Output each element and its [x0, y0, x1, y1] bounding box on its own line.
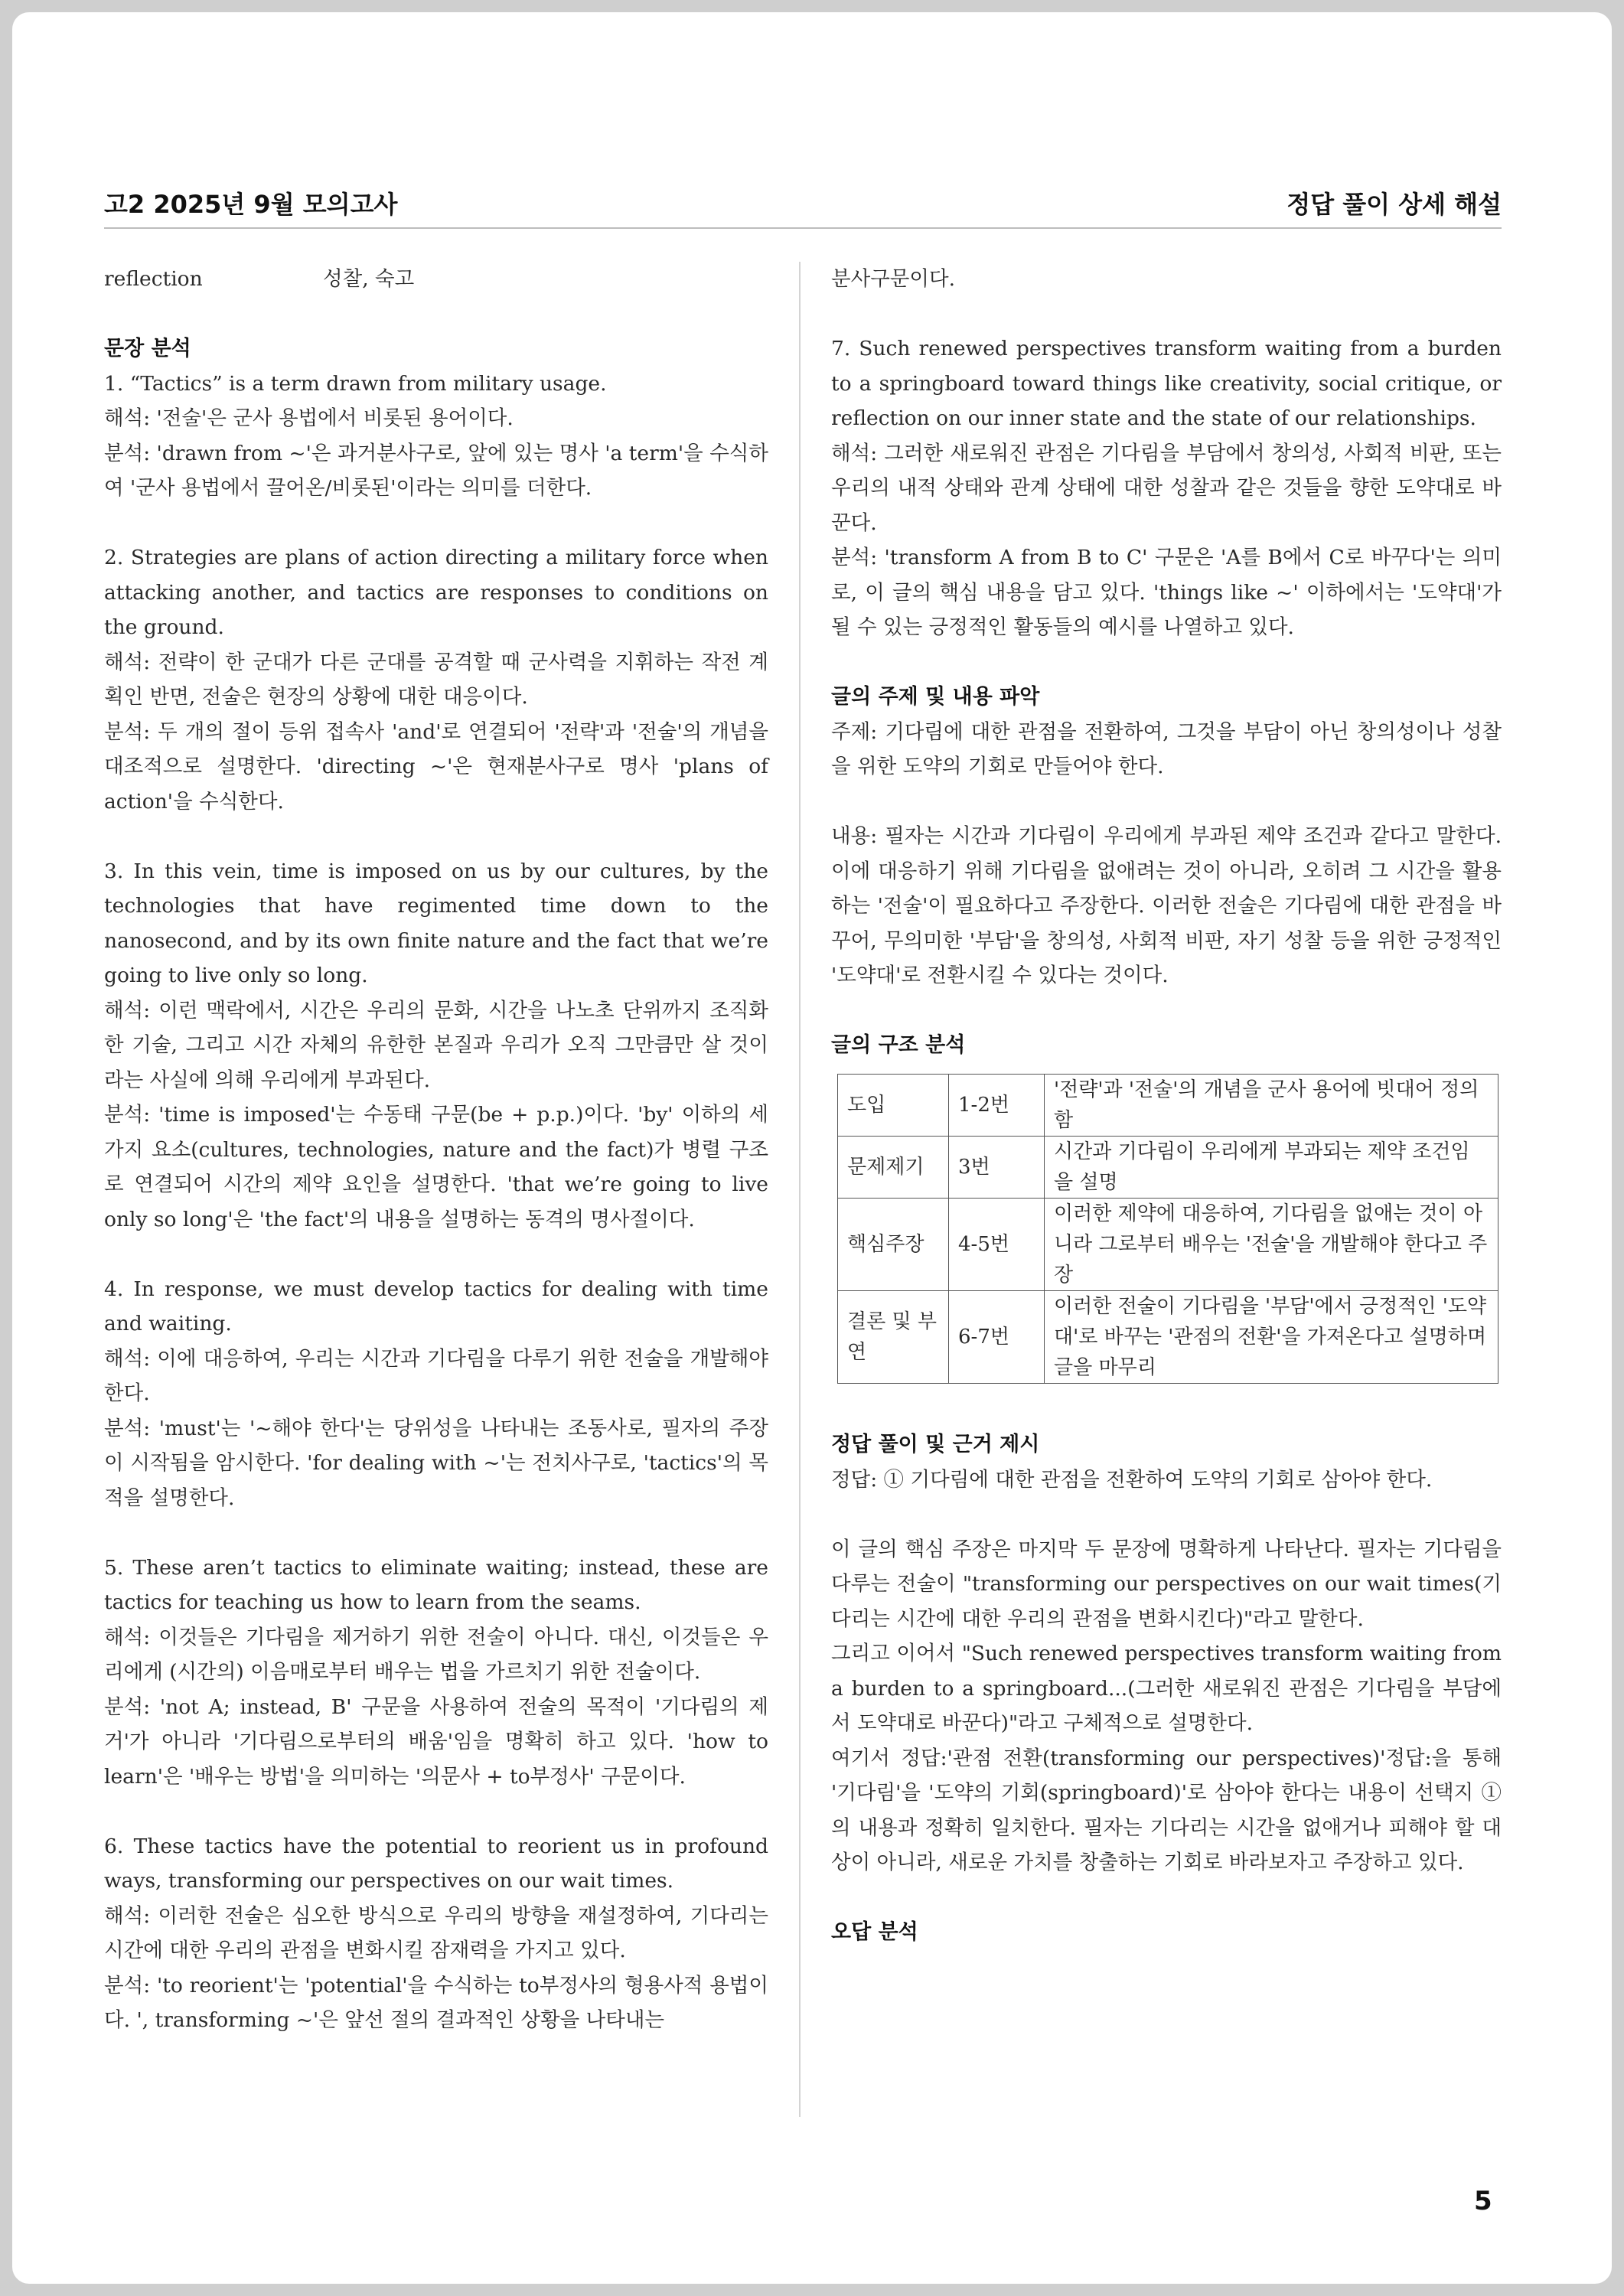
structure-range: 6-7번: [949, 1290, 1045, 1383]
sentence-translation: 해석: 이에 대응하여, 우리는 시간과 기다림을 다루기 위한 전술을 개발해야 한다.: [104, 1346, 768, 1405]
answer-paragraph: 이 글의 핵심 주장은 마지막 두 문장에 명확하게 나타난다. 필자는 기다림을 다루는 전술이 "transforming our perspectives on our wait times(기다리는 시간에 대한 우리의 관점을 변화시킨다)"라고 말한다.: [831, 1537, 1502, 1631]
structure-desc: 이러한 제약에 대응하여, 기다림을 없애는 것이 아니라 그로부터 배우는 '전술'을 개발해야 한다고 주장: [1045, 1198, 1498, 1290]
answer-heading: 정답 풀이 및 근거 제시: [831, 1433, 1040, 1456]
sentence-translation: 해석: 이것들은 기다림을 제거하기 위한 전술이 아니다. 대신, 이것들은 우리에게 (시간의) 이음매로부터 배우는 법을 가르치기 위한 전술이다.: [104, 1625, 768, 1684]
vocab-meaning: 성찰, 숙고: [323, 267, 415, 291]
vocab-word: reflection: [104, 267, 203, 291]
sentence-analysis-heading: 문장 분석: [104, 337, 191, 360]
structure-range: 3번: [949, 1136, 1045, 1198]
sentence-analysis: 분석: 두 개의 절이 등위 접속사 'and'로 연결되어 '전략'과 '전술'의 개념을 대조적으로 설명한다. 'directing ~'은 현재분사구로 명사 'plans of action'을 수식한다.: [104, 719, 768, 814]
left-column: [104, 262, 768, 2038]
exam-title: 고2 2025년 9월 모의고사: [104, 190, 398, 219]
table-row: [838, 1198, 1498, 1290]
sentence-en: 1. “Tactics” is a term drawn from military usage.: [104, 371, 607, 396]
answer-text: 정답: ① 기다림에 대한 관점을 전환하여 도약의 기회로 삼아야 한다.: [831, 1467, 1433, 1492]
structure-range: 1-2번: [949, 1074, 1045, 1136]
sentence-translation: 해석: 이런 맥락에서, 시간은 우리의 문화, 시간을 나노초 단위까지 조직화한 기술, 그리고 시간 자체의 유한한 본질과 우리가 오직 그만큼만 살 것이라는 사실에 의해 우리에게 부과된다.: [104, 998, 768, 1092]
sentence-analysis: 분석: 'drawn from ~'은 과거분사구로, 앞에 있는 명사 'a term'을 수식하여 '군사 용법에서 끌어온/비롯된'이라는 의미를 더한다.: [104, 441, 768, 500]
sentence-en: 4. In response, we must develop tactics for dealing with time and waiting.: [104, 1277, 768, 1336]
theme-text: 주제: 기다림에 대한 관점을 전환하여, 그것을 부담이 아닌 창의성이나 성찰을 위한 도약의 기회로 만들어야 한다.: [831, 719, 1502, 778]
sentence-analysis: 분석: 'time is imposed'는 수동태 구문(be + p.p.)이다. 'by' 이하의 세 가지 요소(cultures, technologies, nature and the fact)가 병렬 구조로 연결되어 시간의 제약 요인을 설명한다. 'that we’re going to live only so long'은 'the fact'의 내용을 설명하는 동격의 명사절이다.: [104, 1103, 768, 1231]
answer-paragraph: 그리고 이어서 "Such renewed perspectives transform waiting from a burden to a springboard...(그러한 새로워진 관점은 기다림을 부담에서 도약대로 바꾼다)"라고 구체적으로 설명한다.: [831, 1642, 1502, 1735]
structure-desc: 시간과 기다림이 우리에게 부과되는 제약 조건임을 설명: [1045, 1136, 1498, 1198]
sentence-translation: 해석: 전략이 한 군대가 다른 군대를 공격할 때 군사력을 지휘하는 작전 계획인 반면, 전술은 현장의 상황에 대한 대응이다.: [104, 650, 768, 709]
structure-part: 핵심주장: [838, 1198, 949, 1290]
sentence-translation: 해석: 그러한 새로워진 관점은 기다림을 부담에서 창의성, 사회적 비판, 또는 우리의 내적 상태와 관계 상태에 대한 성찰과 같은 것들을 향한 도약대로 바꾼다.: [831, 441, 1502, 535]
vocab-entry: [104, 262, 768, 297]
sentence-analysis: 분석: 'must'는 '~해야 한다'는 당위성을 나타내는 조동사로, 필자의 주장이 시작됨을 암시한다. 'for dealing with ~'는 전치사구로, 'tactics'의 목적을 설명한다.: [104, 1416, 768, 1510]
column-divider: [799, 262, 801, 2117]
page-header: [104, 188, 1502, 229]
sentence-analysis: 분석: 'not A; instead, B' 구문을 사용하여 전술의 목적이 '기다림의 제거'가 아니라 '기다림으로부터의 배움'임을 명확히 하고 있다. 'how to learn'은 '배우는 방법'을 의미하는 '의문사 + to부정사' 구문이다.: [104, 1694, 768, 1789]
page-number: 5: [1474, 2186, 1492, 2216]
sentence-analysis: 분석: 'to reorient'는 'potential'을 수식하는 to부정사의 형용사적 용법이다. ', transforming ~'은 앞선 절의 결과적인 상황을 나타내는: [104, 1973, 768, 2032]
sentence-en: 6. These tactics have the potential to reorient us in profound ways, transforming our perspectives on our wait times.: [104, 1834, 768, 1893]
sentence-en: 5. These aren’t tactics to eliminate waiting; instead, these are tactics for teaching us how to learn from the seams.: [104, 1555, 768, 1614]
content-text: 내용: 필자는 시간과 기다림이 우리에게 부과된 제약 조건과 같다고 말한다. 이에 대응하기 위해 기다림을 없애려는 것이 아니라, 오히려 그 시간을 활용하는 '전술'이 필요하다고 주장한다. 이러한 전술은 기다림에 대한 관점을 바꾸어, 무의미한 '부담'을 창의성, 사회적 비판, 자기 성찰 등을 위한 긍정적인 '도약대'로 전환시킬 수 있다는 것이다.: [831, 824, 1502, 987]
structure-part: 도입: [838, 1074, 949, 1136]
structure-part: 문제제기: [838, 1136, 949, 1198]
table-row: [838, 1136, 1498, 1198]
answer-paragraph: 여기서 정답:'관점 전환(transforming our perspectives)'정답:을 통해 '기다림'을 '도약의 기회(springboard)'로 삼아야 한다는 내용이 선택지 ①의 내용과 정확히 일치한다. 필자는 기다리는 시간을 없애거나 피해야 할 대상이 아니라, 새로운 가치를 창출하는 기회로 바라보자고 주장하고 있다.: [831, 1746, 1502, 1874]
sentence-en: 7. Such renewed perspectives transform waiting from a burden to a springboard toward things like creativity, social critique, or reflection on our inner state and the state of our relationships.: [831, 337, 1502, 430]
wrong-answer-heading: 오답 분석: [831, 1920, 918, 1944]
sentence-translation: 해석: '전술'은 군사 용법에서 비롯된 용어이다.: [104, 406, 514, 430]
sentence-analysis: 분석: 'transform A from B to C' 구문은 'A를 B에서 C로 바꾸다'는 의미로, 이 글의 핵심 내용을 담고 있다. 'things like ~' 이하에서는 '도약대'가 될 수 있는 긍정적인 활동들의 예시를 나열하고 있다.: [831, 546, 1502, 639]
sentence-en: 2. Strategies are plans of action directing a military force when attacking another, and tactics are responses to conditions on the ground.: [104, 546, 768, 639]
continuation-text: 분사구문이다.: [831, 267, 956, 291]
structure-desc: '전략'과 '전술'의 개념을 군사 용어에 빗대어 정의함: [1045, 1074, 1498, 1136]
structure-heading: 글의 구조 분석: [831, 1033, 966, 1057]
structure-part: 결론 및 부연: [838, 1290, 949, 1383]
table-row: [838, 1074, 1498, 1136]
structure-table: [837, 1074, 1498, 1384]
structure-range: 4-5번: [949, 1198, 1045, 1290]
table-row: [838, 1290, 1498, 1383]
structure-desc: 이러한 전술이 기다림을 '부담'에서 긍정적인 '도약대'로 바꾸는 '관점의 전환'을 가져온다고 설명하며 글을 마무리: [1045, 1290, 1498, 1383]
sentence-translation: 해석: 이러한 전술은 심오한 방식으로 우리의 방향을 재설정하여, 기다리는 시간에 대한 우리의 관점을 변화시킬 잠재력을 가지고 있다.: [104, 1903, 768, 1962]
right-column: [831, 262, 1502, 1950]
sentence-en: 3. In this vein, time is imposed on us by our cultures, by the technologies that have regimented time down to the nanosecond, and by its own finite nature and the fact that we’re going to live only so long.: [104, 859, 768, 987]
theme-heading: 글의 주제 및 내용 파악: [831, 685, 1040, 709]
section-title: 정답 풀이 상세 해설: [1286, 190, 1502, 219]
